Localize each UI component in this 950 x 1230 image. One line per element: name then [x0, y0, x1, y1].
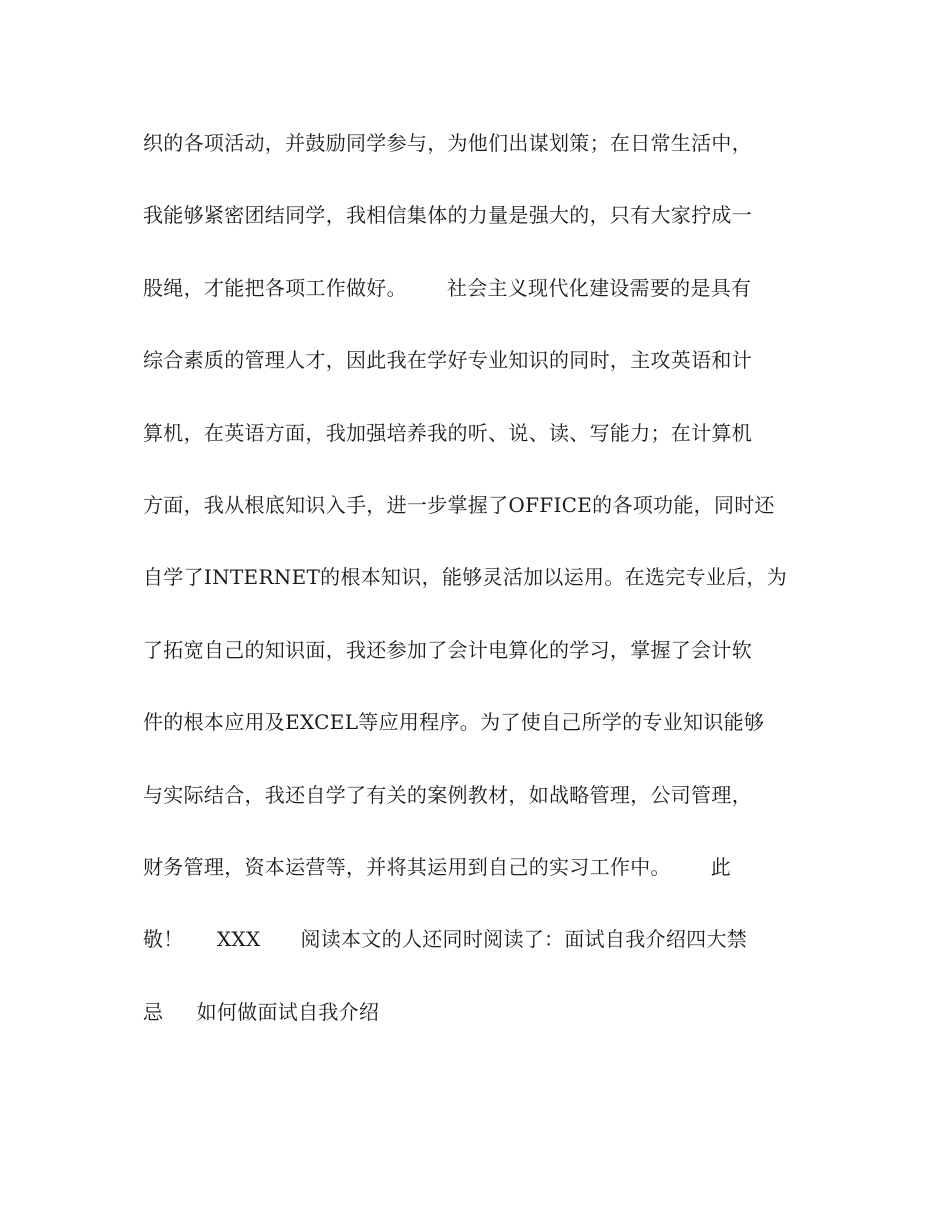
- text-line: 综合素质的管理人才，因此我在学好专业知识的同时，主攻英语和计: [143, 348, 752, 373]
- text-line: 敬！ XXX 阅读本文的人还同时阅读了：面试自我介绍四大禁: [143, 927, 748, 952]
- text-line: 我能够紧密团结同学，我相信集体的力量是强大的，只有大家拧成一: [143, 203, 752, 228]
- text-line: 与实际结合，我还自学了有关的案例教材，如战略管理，公司管理，: [143, 782, 752, 807]
- text-line: 股绳，才能把各项工作做好。 社会主义现代化建设需要的是具有: [143, 275, 752, 300]
- text-line: 织的各项活动，并鼓励同学参与，为他们出谋划策；在日常生活中，: [143, 131, 752, 155]
- text-line: 忌 如何做面试自我介绍: [143, 999, 380, 1024]
- document-body: [143, 124, 815, 1065]
- text-line: 财务管理，资本运营等，并将其运用到自己的实习工作中。 此: [143, 854, 732, 879]
- text-line: 算机，在英语方面，我加强培养我的听、说、读、写能力；在计算机: [143, 420, 752, 445]
- text-line: 件的根本应用及EXCEL等应用程序。为了使自己所学的专业知识能够: [143, 710, 765, 735]
- text-line: 自学了INTERNET的根本知识，能够灵活加以运用。在选完专业后，为: [143, 565, 788, 590]
- text-line: 了拓宽自己的知识面，我还参加了会计电算化的学习，掌握了会计软: [143, 637, 752, 662]
- text-line: 方面，我从根底知识入手，进一步掌握了OFFICE的各项功能，同时还: [143, 492, 775, 517]
